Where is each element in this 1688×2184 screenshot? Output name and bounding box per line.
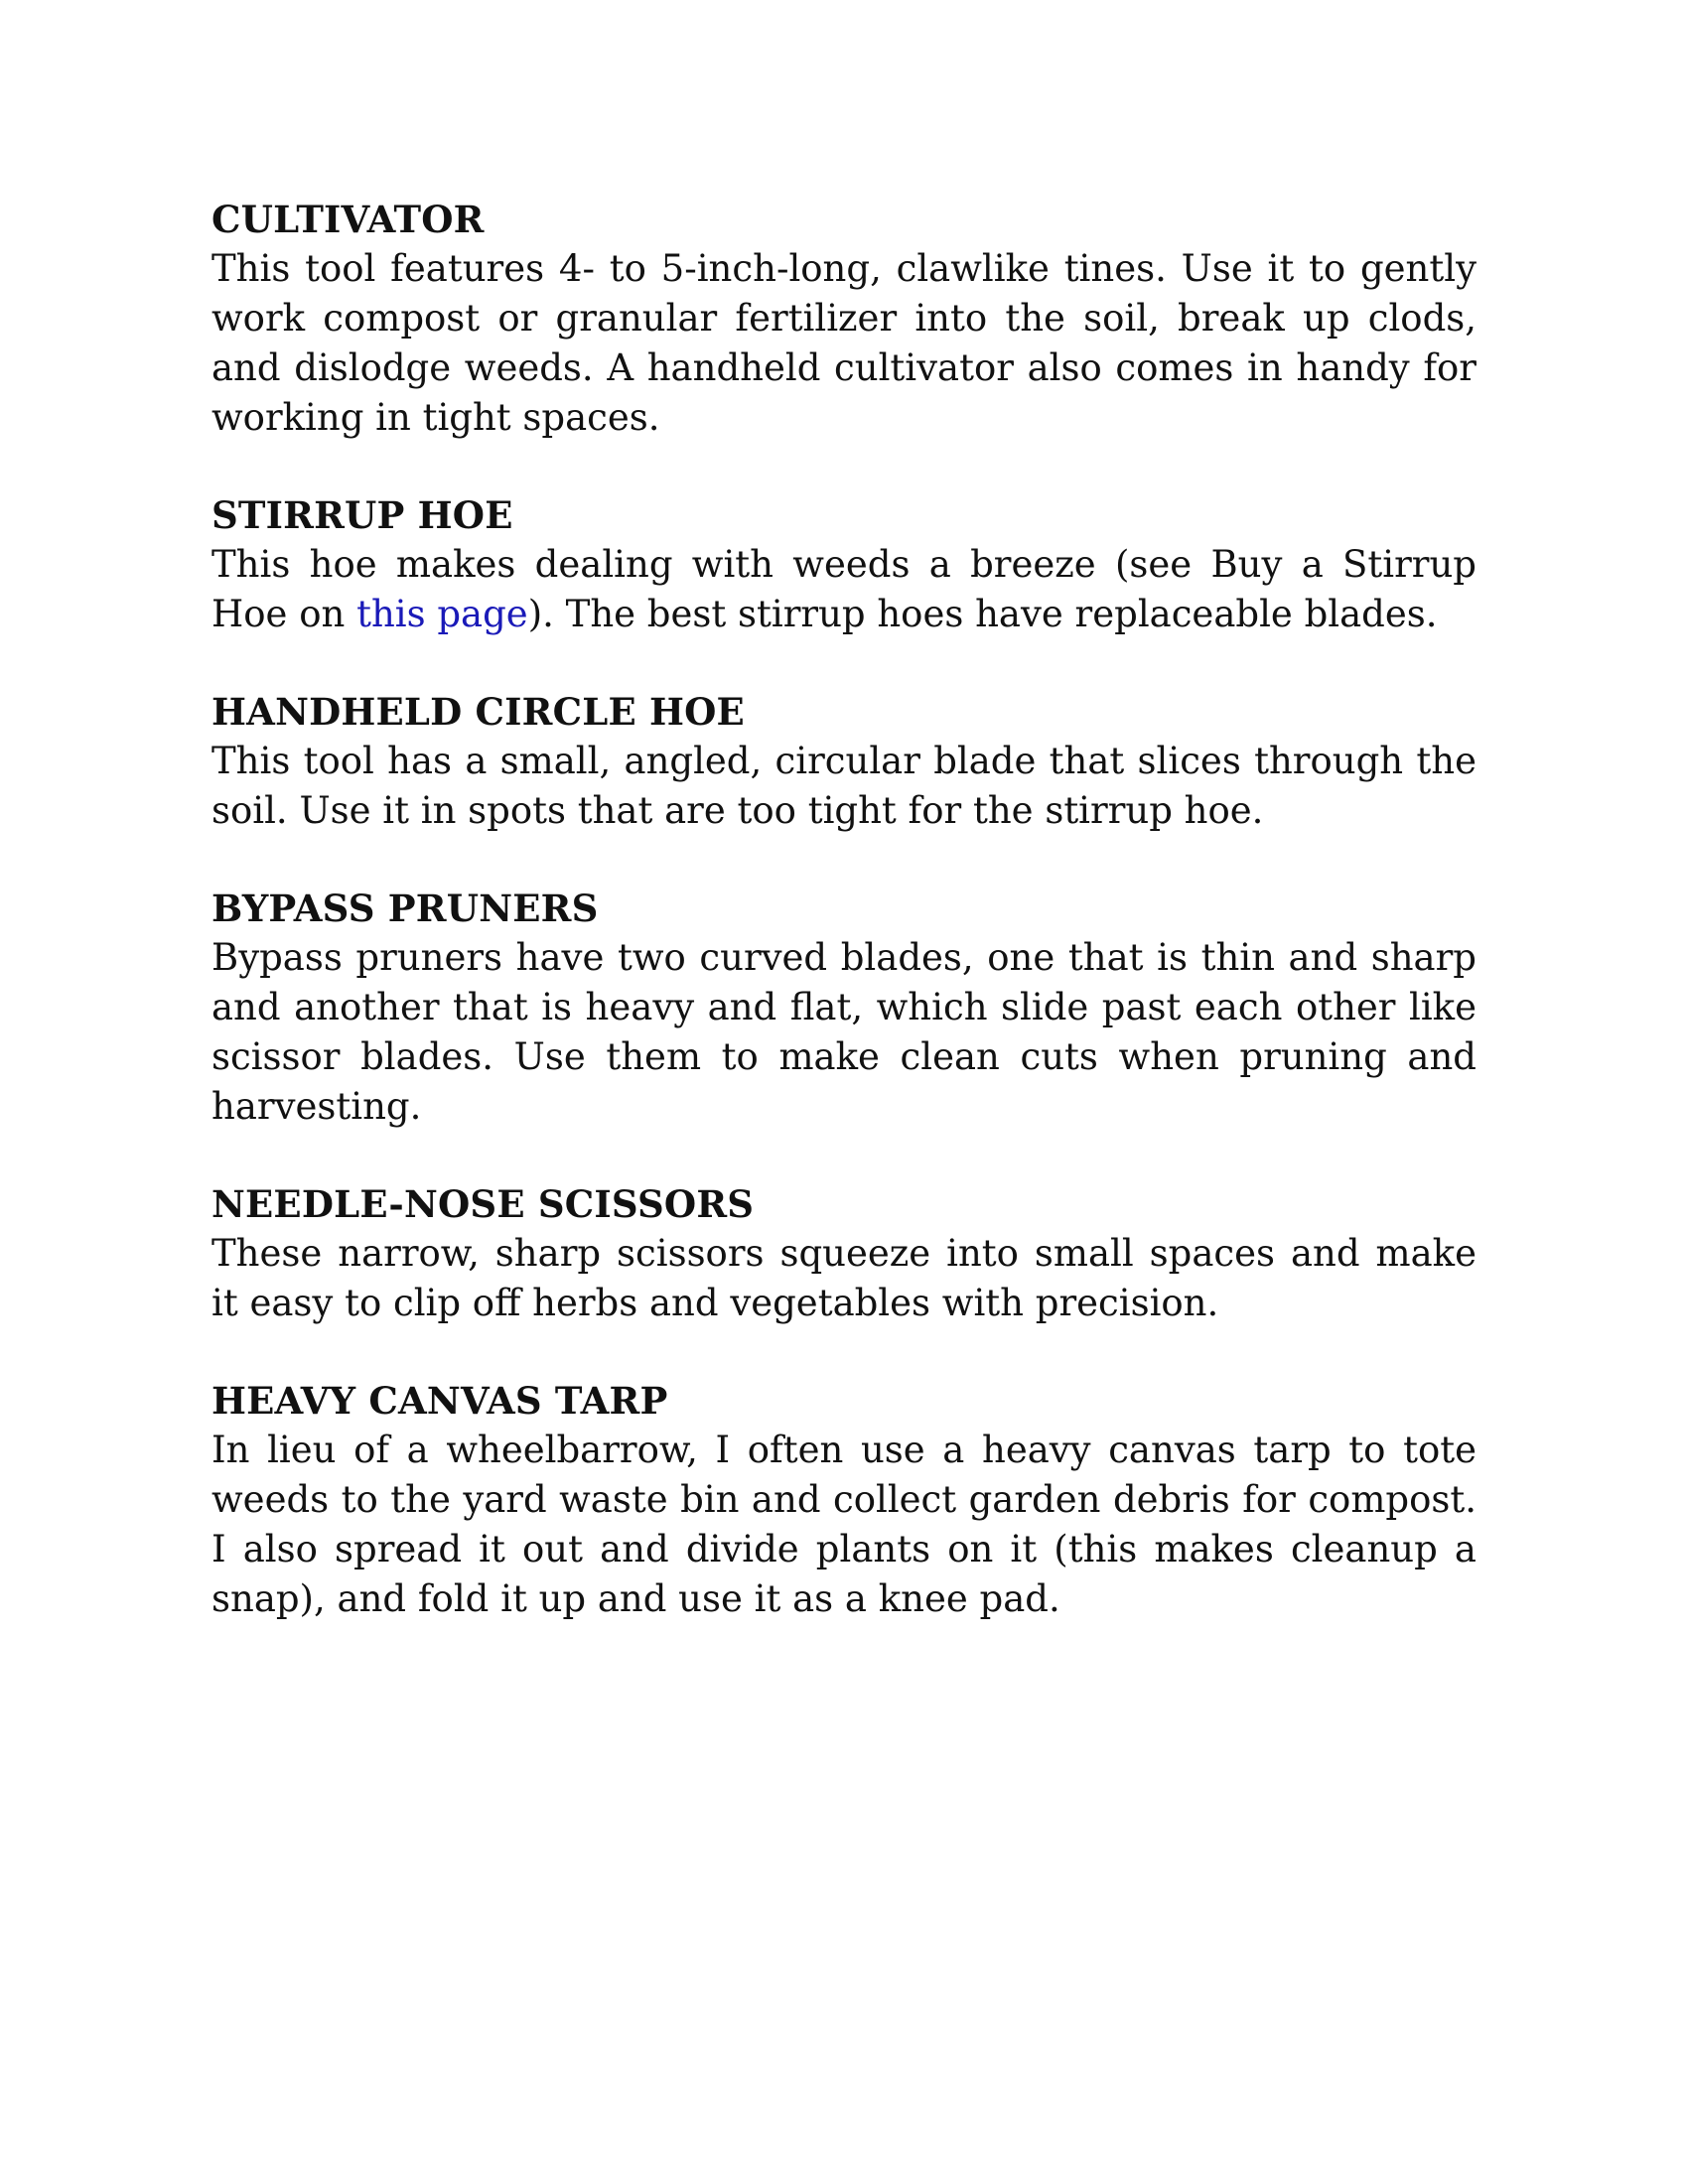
section-heavy-canvas-tarp bbox=[211, 1376, 1477, 1624]
section-body: Bypass pruners have two curved blades, one that is thin and sharp and another that is heavy and flat, which slide past each other like scissor blades. Use them to make clean cuts when pruning and harvesting. bbox=[211, 936, 1477, 1128]
section-handheld-circle-hoe bbox=[211, 687, 1477, 836]
section-needle-nose-scissors bbox=[211, 1179, 1477, 1328]
section-heading: HEAVY CANVAS TARP bbox=[211, 1379, 668, 1423]
section-body: This tool has a small, angled, circular blade that slices through the soil. Use it in spots that are too tight for the stirrup hoe. bbox=[211, 740, 1477, 832]
section-heading: STIRRUP HOE bbox=[211, 493, 513, 537]
body-text-after-link: ). The best stirrup hoes have replaceable blades. bbox=[527, 593, 1438, 635]
section-heading: BYPASS PRUNERS bbox=[211, 887, 599, 930]
section-body bbox=[211, 540, 1477, 639]
section-stirrup-hoe bbox=[211, 490, 1477, 639]
section-bypass-pruners bbox=[211, 884, 1477, 1132]
section-body: These narrow, sharp scissors squeeze into small spaces and make it easy to clip off herbs and vegetables with precision. bbox=[211, 1232, 1477, 1324]
section-cultivator bbox=[211, 195, 1477, 443]
section-body: In lieu of a wheelbarrow, I often use a heavy canvas tarp to tote weeds to the yard waste bin and collect garden debris for compost. I also spread it out and divide plants on it (this makes cleanup a snap), and fold it up and use it as a knee pad. bbox=[211, 1429, 1477, 1620]
section-heading: NEEDLE-NOSE SCISSORS bbox=[211, 1182, 755, 1226]
section-body: This tool features 4- to 5-inch-long, clawlike tines. Use it to gently work compost or granular fertilizer into the soil, break up clods, and dislodge weeds. A handheld cultivator also comes in handy for working in tight spaces. bbox=[211, 247, 1477, 439]
this-page-link[interactable]: this page bbox=[356, 593, 528, 635]
section-heading: HANDHELD CIRCLE HOE bbox=[211, 690, 745, 734]
body-text-before-link: This hoe makes dealing with weeds a breeze (see Buy a Stirrup Hoe on bbox=[211, 543, 1477, 635]
section-heading: CULTIVATOR bbox=[211, 198, 485, 241]
document-page bbox=[211, 195, 1477, 1672]
